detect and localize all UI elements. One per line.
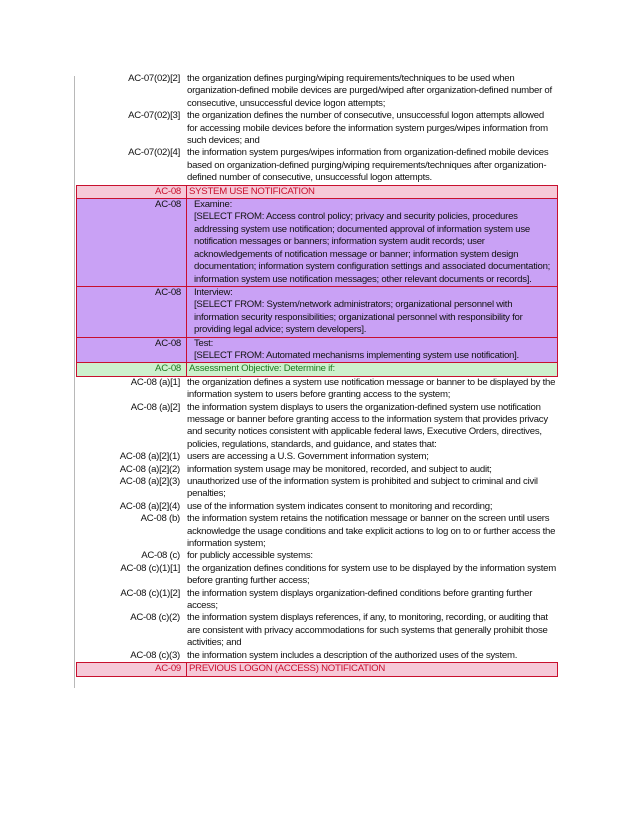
row-text: the information system purges/wipes information from organization-defined mobile devices based on organization-defined purging/wiping requirements/techniques after organization-defined number of consecutive, unsuccessful logon attempts.	[187, 147, 549, 184]
table-row	[76, 513, 558, 550]
row-code: AC-08 (b)	[140, 513, 180, 525]
method-row-interview	[76, 287, 558, 338]
method-body	[186, 199, 557, 286]
table-row	[76, 650, 558, 662]
table-row	[76, 501, 558, 513]
objective-code: AC-08	[155, 363, 181, 375]
table-row	[76, 73, 558, 110]
row-text: the information system displays references, if any, to monitoring, recording, or auditing that are consistent with privacy accommodations for such systems that generally prohibit those activities; and	[187, 612, 548, 649]
row-code: AC-07(02)[4]	[128, 147, 180, 159]
row-code: AC-08 (c)(1)[2]	[120, 587, 180, 599]
table-row	[76, 377, 558, 402]
row-text: the information system retains the notification message or banner on the screen until users acknowledge the usage conditions and take explicit actions to log on to or further access the information system;	[187, 513, 556, 550]
table-row	[76, 612, 558, 649]
row-code: AC-08 (c)(1)[1]	[120, 562, 180, 574]
method-body	[186, 338, 557, 363]
method-label: Test:	[194, 337, 214, 349]
row-code: AC-08 (c)(2)	[130, 612, 180, 624]
objective-title: Assessment Objective: Determine if:	[186, 363, 557, 375]
row-code: AC-08 (a)[2]	[130, 401, 180, 413]
method-text: [SELECT FROM: Access control policy; privacy and security policies, procedures addressing system use notification; documented approval of information system use notification messages or banners; information system audit records; user acknowledgements of notification message or banner; information system design documentation; information system configuration settings and associated documentation; information system use notification messages; other relevant documents or records].	[194, 211, 551, 285]
section-header-row	[76, 185, 558, 199]
row-code: AC-08 (c)	[141, 550, 180, 562]
row-text: information system usage may be monitored, recorded, and subject to audit;	[187, 463, 492, 475]
next-section-header-row	[76, 662, 558, 676]
row-code: AC-08 (c)(3)	[130, 649, 180, 661]
row-text: the information system displays organization-defined conditions before granting further access;	[187, 587, 533, 612]
margin-line	[74, 76, 75, 688]
table-row	[76, 563, 558, 588]
table-row	[76, 451, 558, 463]
row-text: the organization defines conditions for system use to be displayed by the information system before granting further access;	[187, 562, 556, 587]
row-text: the organization defines a system use notification message or banner to be displayed by the information system to users before granting access to the system;	[187, 376, 556, 401]
table-row	[76, 464, 558, 476]
method-code: AC-08	[155, 286, 181, 298]
row-text: use of the information system indicates consent to monitoring and recording;	[187, 500, 493, 512]
row-code: AC-08 (a)[2](2)	[119, 463, 180, 475]
table-row	[76, 402, 558, 452]
method-row-test	[76, 338, 558, 364]
method-row-examine	[76, 199, 558, 287]
method-code: AC-08	[155, 199, 181, 211]
row-text: the information system displays to users the organization-defined system use notification message or banner before granting access to the information system that provides privacy and security notices consistent with applicable federal laws, Executive Orders, directives, policies, regulations, standards, and guidance, and states that:	[187, 401, 548, 450]
table-row	[76, 147, 558, 184]
method-code: AC-08	[155, 337, 181, 349]
row-code: AC-08 (a)[2](4)	[119, 500, 180, 512]
assessment-table	[76, 73, 558, 677]
row-code: AC-08 (a)[2](3)	[119, 476, 180, 487]
method-text: [SELECT FROM: System/network administrators; organizational personnel with information security responsibilities; organizational personnel with responsibility for providing legal advice; system developers].	[194, 299, 523, 336]
row-text: unauthorized use of the information system is prohibited and subject to criminal and civil penalties;	[187, 476, 538, 500]
row-text: users are accessing a U.S. Government information system;	[187, 451, 429, 463]
row-text: for publicly accessible systems:	[187, 550, 313, 562]
objective-header-row	[76, 363, 558, 376]
row-text: the organization defines the number of consecutive, unsuccessful logon attempts allowed for accessing mobile devices before the information system purges/wipes information from such devices; and	[187, 110, 548, 147]
section-code: AC-08	[155, 185, 181, 197]
method-label: Interview:	[194, 286, 233, 298]
section-title: SYSTEM USE NOTIFICATION	[186, 186, 557, 198]
row-text: the organization defines purging/wiping requirements/techniques to be used when organization-defined mobile devices are purged/wiped after organization-defined number of consecutive, unsuccessful device logon attempts;	[187, 73, 552, 109]
table-row	[76, 110, 558, 147]
method-text: [SELECT FROM: Automated mechanisms implementing system use notification].	[194, 349, 519, 361]
row-code: AC-07(02)[3]	[128, 110, 180, 122]
table-row	[76, 588, 558, 613]
section-code: AC-09	[155, 663, 181, 675]
row-code: AC-08 (a)[1]	[130, 376, 180, 388]
method-label: Examine:	[194, 199, 232, 211]
row-text: the information system includes a description of the authorized uses of the system.	[187, 649, 518, 661]
method-body	[186, 287, 557, 337]
row-code: AC-07(02)[2]	[128, 73, 180, 84]
table-row	[76, 476, 558, 501]
table-row	[76, 550, 558, 562]
section-title: PREVIOUS LOGON (ACCESS) NOTIFICATION	[186, 663, 557, 675]
row-code: AC-08 (a)[2](1)	[119, 451, 180, 463]
